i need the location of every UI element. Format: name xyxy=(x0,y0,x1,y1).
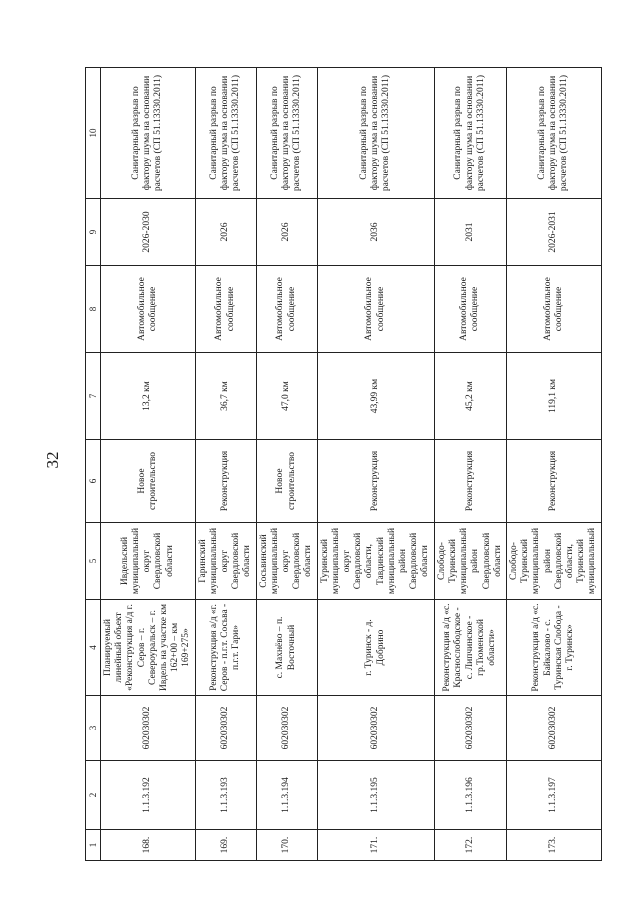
protection-zone: Санитарный разрыв по фактору шума на основании расчетов (СП 51.13330.2011) xyxy=(101,68,196,199)
object-length: 119,1 км xyxy=(506,353,601,440)
implementation-period: 2026-2031 xyxy=(506,199,601,266)
object-purpose: Автомобильное сообщение xyxy=(506,266,601,353)
row-number: 173. xyxy=(506,830,601,861)
object-location: Туринский муниципальный округ Свердловской области, Тавдинский муниципальный район Свердловской области xyxy=(317,523,434,600)
table-row xyxy=(434,68,506,861)
protection-zone: Санитарный разрыв по фактору шума на основании расчетов (СП 51.13330.2011) xyxy=(506,68,601,199)
column-number-row xyxy=(86,68,101,861)
page-number: 32 xyxy=(43,451,62,469)
object-purpose: Автомобильное сообщение xyxy=(434,266,506,353)
implementation-period: 2026-2030 xyxy=(101,199,196,266)
object-location: Сосьвинский муниципальный округ Свердловской области xyxy=(256,523,317,600)
object-code: 1.1.3.194 xyxy=(256,761,317,830)
table-row xyxy=(101,68,196,861)
column-number: 10 xyxy=(86,68,101,199)
object-name: Планируемый линейный объект «Реконструкция а/д г. Серов – г. Североуральск – г. Ивдель на участке км 162+00 – км 169+275» xyxy=(101,600,196,696)
implementation-period: 2036 xyxy=(317,199,434,266)
column-number: 9 xyxy=(86,199,101,266)
table-row xyxy=(506,68,601,861)
object-code: 1.1.3.192 xyxy=(101,761,196,830)
object-code: 1.1.3.193 xyxy=(195,761,256,830)
implementation-period: 2031 xyxy=(434,199,506,266)
row-number: 170. xyxy=(256,830,317,861)
object-location: Слободо-Туринский муниципальный район Свердловской области, Туринский муниципальный xyxy=(506,523,601,600)
column-number: 2 xyxy=(86,761,101,830)
planned-objects-table xyxy=(85,67,602,861)
class-code: 602030302 xyxy=(434,696,506,761)
column-number: 1 xyxy=(86,830,101,861)
row-number: 169. xyxy=(195,830,256,861)
row-number: 172. xyxy=(434,830,506,861)
object-name: г. Туринск - д. Добрино xyxy=(317,600,434,696)
column-number: 3 xyxy=(86,696,101,761)
object-length: 36,7 км xyxy=(195,353,256,440)
object-length: 45,2 км xyxy=(434,353,506,440)
object-location: Ивдельский муниципальный округ Свердловской области xyxy=(101,523,196,600)
row-number: 168. xyxy=(101,830,196,861)
implementation-period: 2026 xyxy=(195,199,256,266)
column-number: 7 xyxy=(86,353,101,440)
object-purpose: Автомобильное сообщение xyxy=(195,266,256,353)
column-number: 8 xyxy=(86,266,101,353)
class-code: 602030302 xyxy=(195,696,256,761)
column-number: 5 xyxy=(86,523,101,600)
protection-zone: Санитарный разрыв по фактору шума на основании расчетов (СП 51.13330.2011) xyxy=(317,68,434,199)
object-location: Гаринский муниципальный округ Свердловской области xyxy=(195,523,256,600)
object-location: Слободо-Туринский муниципальный район Свердловской области xyxy=(434,523,506,600)
object-code: 1.1.3.196 xyxy=(434,761,506,830)
object-length: 13,2 км xyxy=(101,353,196,440)
work-type: Реконструкция xyxy=(317,440,434,523)
object-length: 43,99 км xyxy=(317,353,434,440)
implementation-period: 2026 xyxy=(256,199,317,266)
table-row xyxy=(195,68,256,861)
column-number: 6 xyxy=(86,440,101,523)
class-code: 602030302 xyxy=(256,696,317,761)
protection-zone: Санитарный разрыв по фактору шума на основании расчетов (СП 51.13330.2011) xyxy=(256,68,317,199)
work-type: Реконструкция xyxy=(195,440,256,523)
work-type: Новое строительство xyxy=(101,440,196,523)
table-row xyxy=(317,68,434,861)
object-code: 1.1.3.197 xyxy=(506,761,601,830)
table-row xyxy=(256,68,317,861)
class-code: 602030302 xyxy=(101,696,196,761)
object-name: Реконструкция а/д «с. Краснослободское - с. Липчинское - гр.Тюменской области» xyxy=(434,600,506,696)
object-purpose: Автомобильное сообщение xyxy=(101,266,196,353)
work-type: Реконструкция xyxy=(506,440,601,523)
protection-zone: Санитарный разрыв по фактору шума на основании расчетов (СП 51.13330.2011) xyxy=(195,68,256,199)
object-name: Реконструкция а/д «г. Серов - п.г.т. Сосьва - п.г.т. Гари» xyxy=(195,600,256,696)
row-number: 171. xyxy=(317,830,434,861)
object-name: Реконструкция а/д «с. Байкалово - с. Туринская Слобода - г. Туринск» xyxy=(506,600,601,696)
object-code: 1.1.3.195 xyxy=(317,761,434,830)
object-purpose: Автомобильное сообщение xyxy=(317,266,434,353)
class-code: 602030302 xyxy=(317,696,434,761)
work-type: Реконструкция xyxy=(434,440,506,523)
work-type: Новое строительство xyxy=(256,440,317,523)
object-name: с. Махнёво – п. Восточный xyxy=(256,600,317,696)
object-purpose: Автомобильное сообщение xyxy=(256,266,317,353)
class-code: 602030302 xyxy=(506,696,601,761)
object-length: 47,0 км xyxy=(256,353,317,440)
protection-zone: Санитарный разрыв по фактору шума на основании расчетов (СП 51.13330.2011) xyxy=(434,68,506,199)
table-container xyxy=(85,68,598,861)
column-number: 4 xyxy=(86,600,101,696)
